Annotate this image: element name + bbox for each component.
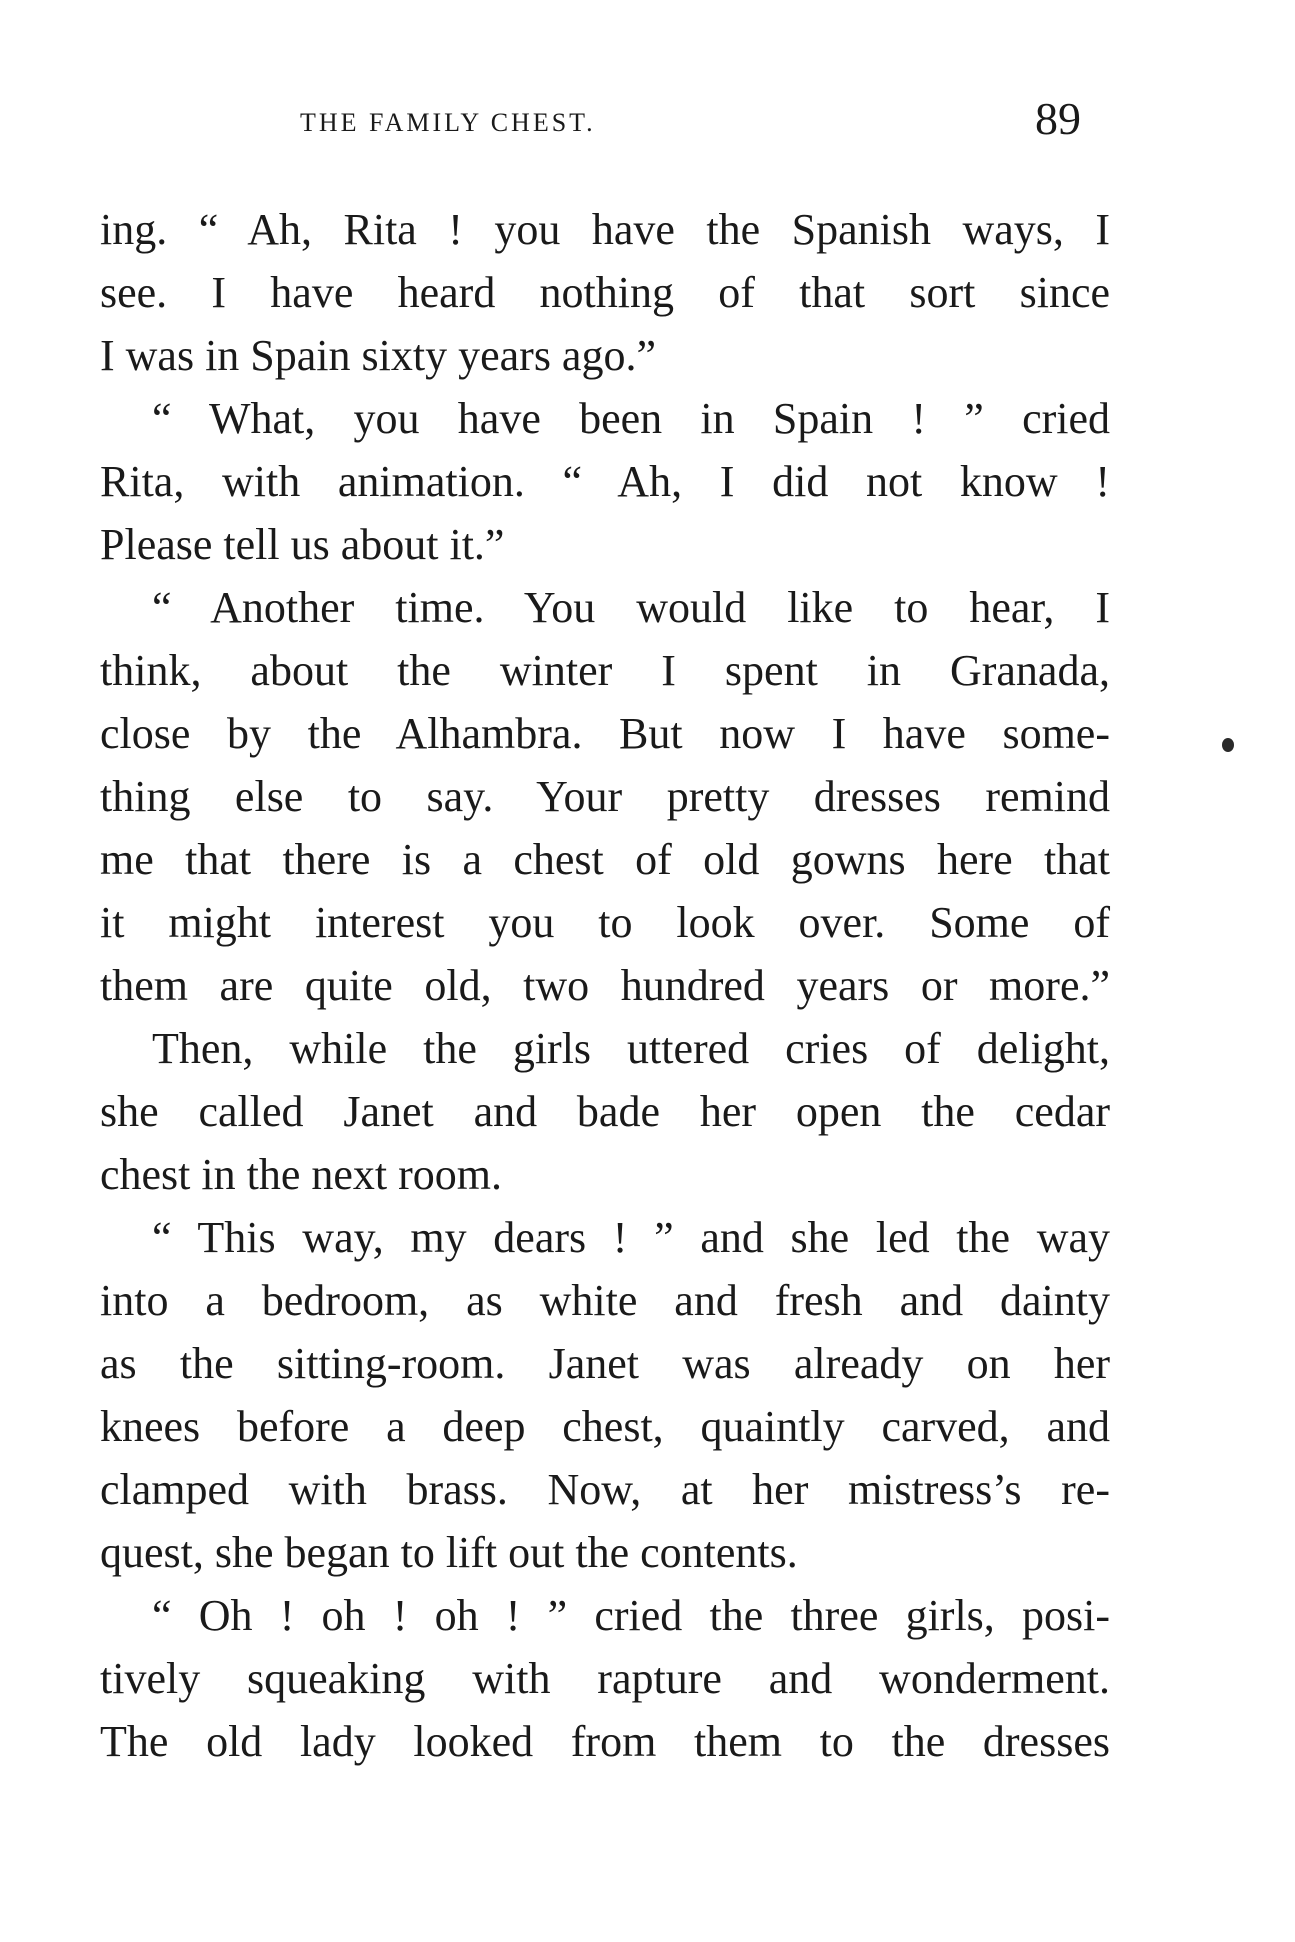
text-line: knees before a deep chest, quaintly carved, and [100,1402,1110,1451]
text-line: tively squeaking with rapture and wonderment. [100,1654,1110,1703]
body-text [100,198,1110,1773]
text-line: I was in Spain sixty years ago.” [100,331,656,380]
text-line: think, about the winter I spent in Granada, [100,646,1110,695]
running-title: THE FAMILY CHEST. [300,108,596,137]
text-line: “ This way, my dears ! ” and she led the way [152,1213,1110,1262]
text-line: ing. “ Ah, Rita ! you have the Spanish ways, I [100,205,1110,254]
text-line: it might interest you to look over. Some of [100,898,1110,947]
page-number: 89 [1035,93,1081,144]
text-line: “ Another time. You would like to hear, I [152,583,1110,632]
text-line: Rita, with animation. “ Ah, I did not know ! [100,457,1110,506]
text-line: The old lady looked from them to the dresses [100,1717,1110,1766]
text-line: clamped with brass. Now, at her mistress’s re- [100,1465,1110,1514]
text-line: quest, she began to lift out the contents. [100,1528,798,1577]
ink-speck [1222,738,1234,752]
text-line: them are quite old, two hundred years or more.” [100,961,1110,1010]
text-line: me that there is a chest of old gowns here that [100,835,1110,884]
text-line: into a bedroom, as white and fresh and dainty [100,1276,1110,1325]
text-line: Then, while the girls uttered cries of delight, [152,1024,1110,1073]
text-line: “ What, you have been in Spain ! ” cried [152,394,1110,443]
text-line: thing else to say. Your pretty dresses remind [100,772,1110,821]
text-line: she called Janet and bade her open the cedar [100,1087,1110,1136]
text-line: “ Oh ! oh ! oh ! ” cried the three girls, posi- [152,1591,1110,1640]
text-line: Please tell us about it.” [100,520,505,569]
text-line: see. I have heard nothing of that sort since [100,268,1110,317]
text-line: as the sitting-room. Janet was already on her [100,1339,1110,1388]
text-line: chest in the next room. [100,1150,503,1199]
text-line: close by the Alhambra. But now I have some- [100,709,1110,758]
